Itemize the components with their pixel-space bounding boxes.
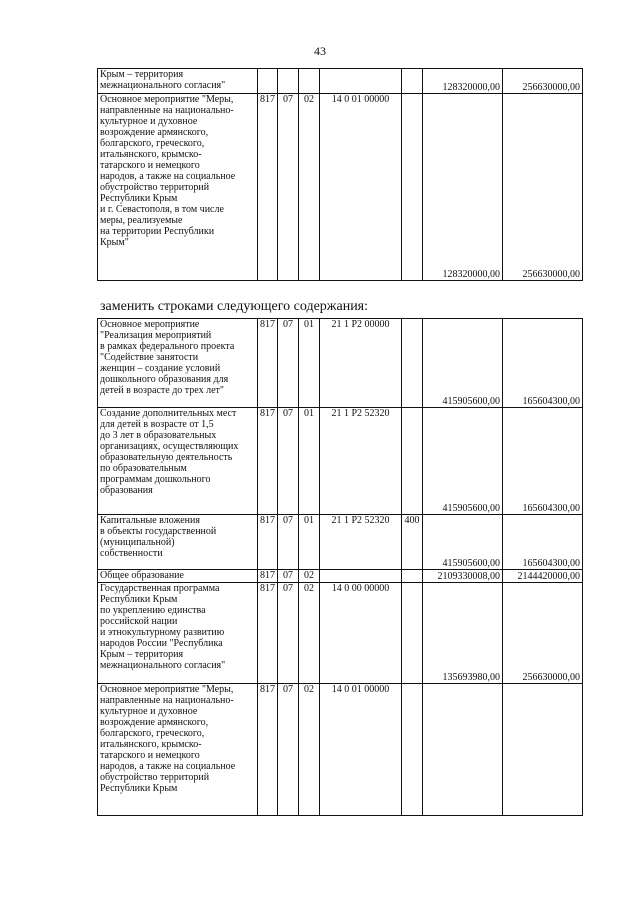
section-code: 07 xyxy=(278,684,299,816)
table-row xyxy=(98,69,583,94)
row-name: Основное мероприятие "Меры, направленные на национально- культурное и духовное возрождение армянского, болгарского, греческого, итальянского, крымско- татарского и немецкого народов, а также на социальное обустройство территорий Республики Крым и г. Севастополя, в том числе меры, реализуемые на территории Республики Крым" xyxy=(98,94,258,281)
ved-code: 817 xyxy=(258,570,278,583)
subsection-code: 02 xyxy=(299,570,320,583)
row-name: Основное мероприятие "Меры, направленные на национально- культурное и духовное возрождение армянского, болгарского, греческого, итальянского, крымско- татарского и немецкого народов, а также на социальное обустройство территорий Республики Крым xyxy=(98,684,258,816)
row-name: Основное мероприятие "Реализация мероприятий в рамках федерального проекта "Содействие занятости женщин – создание условий дошкольного образования для детей в возрасте до трех лет" xyxy=(98,319,258,408)
target-article-code xyxy=(320,570,402,583)
amount-year-1: 128320000,00 xyxy=(423,94,503,281)
section-code: 07 xyxy=(278,319,299,408)
ved-code: 817 xyxy=(258,515,278,570)
amount-year-2: 165604300,00 xyxy=(503,408,583,515)
section-code: 07 xyxy=(278,408,299,515)
ved-code: 817 xyxy=(258,583,278,684)
subsection-code: 02 xyxy=(299,94,320,281)
row-name: Государственная программа Республики Крым по укреплению единства российской нации и этнокультурному развитию народов России "Республика Крым – территория межнационального согласия" xyxy=(98,583,258,684)
amount-year-2: 165604300,00 xyxy=(503,515,583,570)
section-code: 07 xyxy=(278,570,299,583)
table-row xyxy=(98,684,583,816)
target-article-code: 14 0 01 00000 xyxy=(320,94,402,281)
amount-year-1: 2109330008,00 xyxy=(423,570,503,583)
expense-type-code xyxy=(402,408,423,515)
ved-code: 817 xyxy=(258,94,278,281)
expense-type-code xyxy=(402,684,423,816)
expense-type-code xyxy=(402,319,423,408)
table-row xyxy=(98,94,583,281)
amount-year-1: 415905600,00 xyxy=(423,515,503,570)
amount-year-2: 2144420000,00 xyxy=(503,570,583,583)
amount-year-1: 415905600,00 xyxy=(423,319,503,408)
table-row xyxy=(98,515,583,570)
row-name: Капитальные вложения в объекты государственной (муниципальной) собственности xyxy=(98,515,258,570)
section-code xyxy=(278,69,299,94)
table-row xyxy=(98,570,583,583)
row-name: Общее образование xyxy=(98,570,258,583)
amount-year-2: 256630000,00 xyxy=(503,94,583,281)
target-article-code: 21 1 P2 52320 xyxy=(320,408,402,515)
row-name: Крым – территория межнационального согласия" xyxy=(98,69,258,94)
amount-year-1: 128320000,00 xyxy=(423,69,503,94)
amount-year-1: 135693980,00 xyxy=(423,583,503,684)
target-article-code: 14 0 01 00000 xyxy=(320,684,402,816)
subsection-code: 02 xyxy=(299,583,320,684)
row-name: Создание дополнительных мест для детей в возрасте от 1,5 до 3 лет в образовательных организациях, осуществляющих образовательную деятельность по образовательным программам дошкольного образования xyxy=(98,408,258,515)
replacement-instruction: заменить строками следующего содержания: xyxy=(100,299,369,314)
section-code: 07 xyxy=(278,583,299,684)
amount-year-1: 415905600,00 xyxy=(423,408,503,515)
subsection-code: 01 xyxy=(299,319,320,408)
table-row xyxy=(98,408,583,515)
expense-type-code xyxy=(402,94,423,281)
ved-code: 817 xyxy=(258,408,278,515)
table-row xyxy=(98,583,583,684)
target-article-code: 14 0 00 00000 xyxy=(320,583,402,684)
subsection-code: 02 xyxy=(299,684,320,816)
amount-year-1 xyxy=(423,684,503,816)
page-number: 43 xyxy=(314,44,326,58)
amount-year-2: 165604300,00 xyxy=(503,319,583,408)
ved-code: 817 xyxy=(258,684,278,816)
expense-type-code xyxy=(402,583,423,684)
table-row xyxy=(98,319,583,408)
ved-code: 817 xyxy=(258,319,278,408)
section-code: 07 xyxy=(278,94,299,281)
section-code: 07 xyxy=(278,515,299,570)
subsection-code: 01 xyxy=(299,408,320,515)
expense-type-code: 400 xyxy=(402,515,423,570)
target-article-code: 21 1 P2 00000 xyxy=(320,319,402,408)
subsection-code: 01 xyxy=(299,515,320,570)
amount-year-2: 256630000,00 xyxy=(503,69,583,94)
budget-table-bottom xyxy=(97,318,583,816)
expense-type-code xyxy=(402,570,423,583)
target-article-code xyxy=(320,69,402,94)
ved-code xyxy=(258,69,278,94)
subsection-code xyxy=(299,69,320,94)
amount-year-2: 256630000,00 xyxy=(503,583,583,684)
expense-type-code xyxy=(402,69,423,94)
target-article-code: 21 1 P2 52320 xyxy=(320,515,402,570)
amount-year-2 xyxy=(503,684,583,816)
budget-table-top xyxy=(97,68,583,281)
